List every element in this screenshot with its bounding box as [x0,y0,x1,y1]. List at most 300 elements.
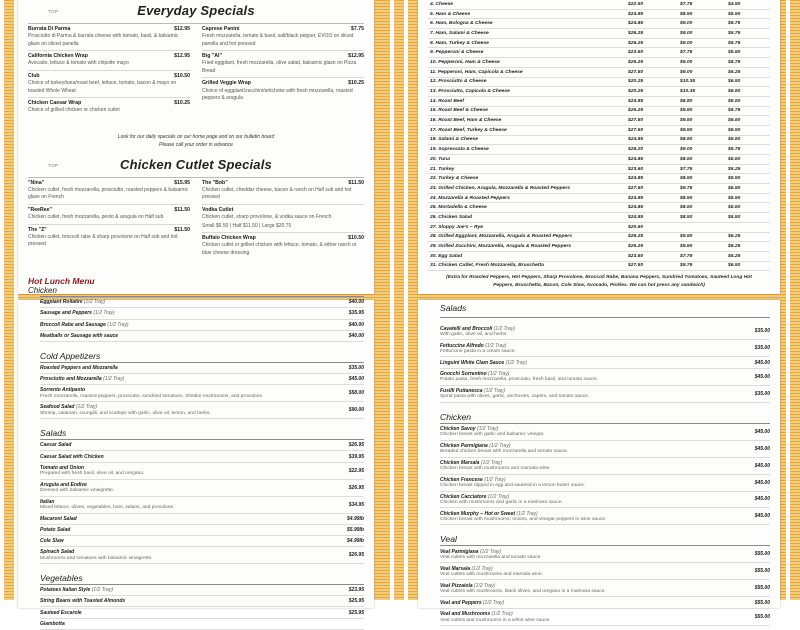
item-price: $45.00 [755,360,770,366]
item-name: Chicken Savoy [440,426,476,432]
item-name: Veal and Peppers [440,600,482,606]
sandwich-name: 14. Roast Beef [428,99,628,104]
sandwich-name: 7. Ham, Salami & Cheese [428,31,628,36]
item-description: Veal cutlets with mozzarella and tomato sauce. [440,555,542,560]
item-quantity: (1/2 Tray) [483,600,504,606]
item-quantity: (1/2 Tray) [488,371,509,377]
item-name: Chicken Parmigiana [440,443,488,449]
item-name: California Chicken Wrap [28,53,94,59]
sandwich-price-small: $6.50 [728,89,770,94]
item-price: $45.00 [755,513,770,519]
item-price: $10.25 [174,100,190,106]
sandwich-name: 23. Grilled Chicken, Arugula, Mozzarella & Roasted Peppers [428,186,628,191]
item-description: Chicken cutlet, broccoli rabe & sharp provolone on Half sub and hot pressed [28,234,190,249]
menu-row[interactable] [440,492,770,509]
everyday-specials-col-2 [202,24,364,117]
menu-row[interactable] [40,297,364,308]
item-quantity: (1/2 Tray) [472,566,493,572]
item-price: $26.95 [349,485,364,491]
sandwich-price-small: $6.50 [728,186,770,191]
item-name: Prosciutto and Mozzarella [40,376,102,382]
sandwich-price-large: $24.85 [628,196,680,201]
item-name: Linguini White Clam Sauce [440,360,504,366]
item-name: "ReeRee" [28,207,58,213]
sandwich-price-small: $4.50 [728,2,770,7]
sandwich-row[interactable] [428,0,770,10]
sandwich-price-half: $9.50 [680,128,728,133]
menu-row[interactable] [40,547,364,564]
sandwich-price-large: $27.50 [628,118,680,123]
sandwich-price-large: $20.50 [628,225,680,230]
everyday-specials-col-1 [28,24,190,117]
menu-row[interactable] [40,402,364,419]
everyday-specials-grid [28,23,364,117]
sandwich-name: 5. Ham & Cheese [428,12,628,17]
menu-item[interactable] [202,50,364,77]
sandwich-row[interactable] [428,223,770,233]
veal-list [428,546,770,625]
sandwich-price-half: $9.50 [680,108,728,113]
sandwich-price-half: $8.80 [680,99,728,104]
sandwich-price-large: $24.85 [628,21,680,26]
sandwich-name: 25. Mortadella & Cheese [428,205,628,210]
item-description: Choice of eggplant/zucchini/artichoke with fresh mozzarella, roasted peppers & arugula [202,88,364,103]
sandwich-price-half: $9.50 [680,244,728,249]
top-anchor-link-2[interactable]: TOP [28,149,364,168]
daily-specials-note [28,133,364,149]
sandwich-price-large: $27.50 [628,128,680,133]
sandwich-price-small: $5.50 [728,12,770,17]
sandwich-price-small: $6.25 [728,70,770,75]
item-name: Sausage and Peppers [40,310,92,316]
item-quantity: (1/2 Tray) [480,549,501,555]
sandwich-row[interactable] [428,107,770,117]
menu-row[interactable] [440,609,770,626]
left-salads-list [28,440,364,564]
item-description: Chicken breast with mushrooms, onions, and vinegar peppers in wine sauce. [440,517,606,522]
sandwich-price-half: $10.35 [680,79,728,84]
item-price: $34.95 [349,502,364,508]
item-price: $35.00 [349,365,364,371]
sandwich-row[interactable] [428,194,770,204]
item-description: Chicken cutlet, sharp provolone, & vodka sauce on French [202,214,364,221]
item-quantity: (1/2 Tray) [484,388,505,394]
vegetables-title: Vegetables [28,573,364,583]
menu-row[interactable] [40,607,364,618]
sandwich-price-large: $26.25 [628,60,680,65]
item-name: String Beans with Toasted Almonds [40,598,125,604]
sandwich-price-large: $26.20 [628,147,680,152]
item-description: Breaded chicken breast with mozzarella and tomato sauce. [440,449,568,454]
sandwich-price-large: $26.25 [628,31,680,36]
item-price: $25.95 [349,598,364,604]
right-chicken-title: Chicken [428,412,770,422]
veal-title: Veal [428,534,770,544]
item-name: Chicken Cacciatore [440,494,486,500]
item-name: Italian [40,499,54,505]
sandwich-price-half: $9.00 [680,60,728,65]
item-description: Prosciutto di Parma & burrata cheese with tomato, basil, & balsamic glaze on sliced panella [28,33,190,48]
sandwich-price-large: $24.85 [628,215,680,220]
item-name: Veal Marsala [440,566,470,572]
sandwich-price-half: $8.50 [680,137,728,142]
sandwich-price-small: $6.25 [728,234,770,239]
item-price: $11.50 [174,227,190,233]
item-name: Burrata Di Parma [28,26,76,32]
left-salads-title: Salads [28,428,364,438]
menu-row[interactable] [40,440,364,451]
item-description: Chicken cutlet, cheddar cheese, bacon & ranch on Half sub and hot pressed [202,187,364,202]
menu-row[interactable] [40,596,364,607]
menu-item[interactable] [28,204,190,224]
item-name: Grilled Veggie Wrap [202,80,257,86]
item-name: Chicken Murphy – Hot or Sweet [440,511,515,517]
sandwich-price-half: $9.00 [680,21,728,26]
item-price: $4.99lb [347,516,364,522]
item-quantity: (1/2 Tray) [474,583,495,589]
sandwich-name: 10. Pepperoni, Ham & Cheese [428,60,628,65]
item-name: Broccoli Rabe and Sausage [40,322,106,328]
item-price: $25.95 [349,610,364,616]
sandwich-row[interactable] [428,116,770,126]
menu-item[interactable] [202,24,364,50]
hot-lunch-chicken-subheading: Chicken [28,286,364,295]
sandwich-row[interactable] [428,58,770,68]
sandwich-row[interactable] [428,126,770,136]
sandwich-price-large: $24.85 [628,12,680,17]
sandwich-price-large: $22.50 [628,2,680,7]
sandwich-name: 26. Chicken Salad [428,215,628,220]
item-description: Veal cutlets and mushrooms in a white wine sauce. [440,618,551,623]
sandwich-price-small: $6.50 [728,128,770,133]
item-price: $35.00 [755,391,770,397]
menu-row[interactable] [40,463,364,480]
sandwich-price-large: $26.25 [628,234,680,239]
item-name: Caesar Salad with Chicken [40,454,104,460]
item-price: $55.00 [755,600,770,606]
item-description: Chicken breast with mushrooms and marsala wine. [440,466,551,471]
sandwich-name: 18. Salami & Cheese [428,137,628,142]
menu-item[interactable] [202,77,364,104]
sandwich-price-large: $27.50 [628,186,680,191]
menu-row[interactable] [40,585,364,596]
sandwich-price-half: $8.50 [680,157,728,162]
sandwich-price-small: $5.75 [728,21,770,26]
menu-row[interactable] [40,451,364,462]
menu-row[interactable] [40,374,364,385]
item-price: $40.00 [349,299,364,305]
item-description: Chicken breast dipped in egg and sauteed in a lemon butter sauce. [440,483,585,488]
menu-item[interactable] [28,24,190,50]
menu-row[interactable] [440,357,770,368]
sandwich-name: 29. Grilled Zucchini, Mozzarella, Arugula & Roasted Peppers [428,244,628,249]
sandwich-price-large: $24.85 [628,157,680,162]
note-line-1: Look for our daily specials on our home page and on our bulletin board [28,133,364,141]
sandwich-row[interactable] [428,19,770,29]
sandwich-row[interactable] [428,213,770,223]
item-quantity: (1/2 Tray) [488,494,509,500]
sandwich-row[interactable] [428,203,770,213]
menu-row[interactable] [440,386,770,403]
menu-row[interactable] [440,580,770,597]
sandwich-name: 17. Roast Beef, Turkey & Cheese [428,128,628,133]
sandwich-row[interactable] [428,136,770,146]
sandwich-name: 12. Prosciutto & Cheese [428,79,628,84]
menu-item[interactable] [202,178,364,204]
item-price: $45.00 [755,446,770,452]
item-quantity: (1/2 Tray) [84,299,105,305]
item-name: Buffalo Chicken Wrap [202,235,262,241]
sandwich-price-large: $20.25 [628,79,680,84]
menu-row[interactable] [440,340,770,357]
menu-row[interactable] [40,480,364,497]
item-price: $12.95 [348,53,364,59]
sandwich-name: 8. Ham, Turkey & Cheese [428,41,628,46]
sandwich-price-small: $6.50 [728,79,770,84]
menu-row[interactable] [440,424,770,441]
sandwich-row[interactable] [428,78,770,88]
menu-row[interactable] [40,514,364,525]
item-price: $45.00 [755,496,770,502]
sandwich-name: 19. Sopressata & Cheese [428,147,628,152]
sandwich-extras-note: (Extra for Roasted Peppers, Hot Peppers, Sharp Provolone, Broccoli Rabe, Banana Peppers, Sundried Tomatoes, Sauteed Long Hot Peppers, Bruschetta, Bacon, Cole Slaw, Avocado, Pickles. We can hot press any sandwich) [428,271,770,289]
sandwich-price-large: $26.25 [628,41,680,46]
item-price: $10.50 [348,235,364,241]
item-description: Mushrooms and tomatoes with balsamic vinaigrette. [40,556,153,561]
item-quantity: (1/2 Tray) [484,477,505,483]
menu-row[interactable] [440,441,770,458]
item-description: Dressed with balsamic vinaigrette. [40,488,114,493]
item-price: $55.00 [755,568,770,574]
sandwich-price-half: $9.00 [680,70,728,75]
menu-row[interactable] [40,536,364,547]
sandwich-name: 9. Pepperoni & Cheese [428,50,628,55]
cold-appetizers-title: Cold Appetizers [28,351,364,361]
item-name: Big "Al" [202,53,228,59]
sandwich-price-large: $24.85 [628,99,680,104]
menu-row[interactable] [40,320,364,331]
sandwich-row[interactable] [428,184,770,194]
sandwich-price-half: $7.75 [680,167,728,172]
sandwich-price-half: $7.75 [680,50,728,55]
menu-row[interactable] [40,363,364,374]
item-name: Vodka Cutlet [202,207,239,213]
numbered-sandwich-table [428,0,770,271]
sandwich-name: 24. Mozzarella & Roasted Peppers [428,196,628,201]
sandwich-row[interactable] [428,29,770,39]
item-name: Macaroni Salad [40,516,77,522]
menu-item[interactable] [28,178,190,204]
sandwich-name: 11. Pepperoni, Ham, Capicola & Cheese [428,70,628,75]
sandwich-name: 13. Prosciutto, Capicola & Cheese [428,89,628,94]
item-price: $11.50 [174,207,190,213]
sandwich-price-half: $8.50 [680,176,728,181]
item-quantity: (1/2 Tray) [477,426,498,432]
sandwich-price-large: $24.85 [628,176,680,181]
item-description: Fresh mozzarella, tomato & basil, salt/black pepper, EVOO on sliced panella and hot pressed [202,33,364,48]
sandwich-price-half: $9.00 [680,147,728,152]
cold-appetizers-list [28,363,364,419]
item-name: Giambotta [40,621,65,627]
item-name: "Nina" [28,180,50,186]
top-anchor-link-1[interactable]: TOP [28,0,364,14]
item-price: $35.00 [755,328,770,334]
item-name: Club [28,73,46,79]
sandwich-name: 6. Ham, Bologna & Cheese [428,21,628,26]
menu-row[interactable] [440,508,770,525]
item-price: $35.95 [349,310,364,316]
sandwich-row[interactable] [428,155,770,165]
menu-item[interactable] [202,232,364,259]
sandwich-price-small: $5.50 [728,196,770,201]
item-name: Roasted Peppers and Mozzarella [40,365,118,371]
menu-row[interactable] [440,458,770,475]
item-name: Sauteed Escarole [40,610,82,616]
sandwich-price-large: $20.25 [628,89,680,94]
sandwich-price-half: $9.00 [680,31,728,36]
menu-row[interactable] [440,597,770,608]
item-description: Small $6.50 | Half $11.50 | Large $20.75 [202,223,364,230]
sandwich-name: 27. Sloppy Joe's – Rye [428,225,628,230]
item-description: Chicken breast with garlic and balsamic vinegar. [440,432,544,437]
item-price: $23.95 [349,587,364,593]
item-description: Choice of turkey/tuna/roast beef, lettuce, tomato, bacon & mayo on toasted Whole Wheat [28,80,190,95]
sandwich-price-half: $9.75 [680,186,728,191]
sandwich-name: 28. Grilled Eggplant, Mozzarella, Arugula & Roasted Peppers [428,234,628,239]
menu-item[interactable] [28,97,190,117]
chicken-cutlet-grid [28,177,364,259]
sandwich-price-large: $24.85 [628,205,680,210]
item-name: Arugula and Endive [40,482,87,488]
item-name: Veal and Mushrooms [440,611,490,617]
menu-row[interactable] [440,475,770,492]
right-chicken-list [428,424,770,526]
item-name: The "Z" [28,227,53,233]
item-price: $4.99lb [347,538,364,544]
item-quantity: (1/2 Tray) [485,343,506,349]
sandwich-price-small: $5.75 [728,108,770,113]
item-name: Chicken Francese [440,477,483,483]
item-name: Gnocchi Sorrentino [440,371,487,377]
sandwich-price-small: $5.75 [728,41,770,46]
menu-row[interactable] [40,308,364,319]
sandwich-price-small: $5.25 [728,254,770,259]
sandwich-price-small: $6.50 [728,263,770,268]
sandwich-price-half: $7.75 [680,2,728,7]
menu-row[interactable] [40,331,364,342]
item-price: $10.50 [174,73,190,79]
item-name: Spinach Salad [40,549,74,555]
sandwich-price-small: $5.75 [728,147,770,152]
item-quantity: (1/2 Tray) [103,376,124,382]
sandwich-row[interactable] [428,97,770,107]
sandwich-row[interactable] [428,145,770,155]
item-name: Potato Salad [40,527,70,533]
item-price: $39.95 [349,454,364,460]
sandwich-price-half: $9.50 [680,118,728,123]
note-line-2: Please call your order in advance [28,141,364,149]
item-price: $12.95 [174,26,190,32]
sandwich-name: 4. Cheese [428,2,628,7]
item-name: Veal Parmigiana [440,549,478,555]
chicken-cutlet-col-2 [202,178,364,259]
chicken-cutlet-specials-title: Chicken Cutlet Specials [28,157,364,172]
item-description: Fettuccine pasta in a cream sauce. [440,349,516,354]
item-description: Prepared with fresh basil, olive oil, and oregano. [40,471,144,476]
sandwich-price-half: $8.50 [680,196,728,201]
sandwich-price-small: $5.50 [728,215,770,220]
sandwich-price-large: $23.60 [628,167,680,172]
menu-row[interactable] [40,497,364,514]
item-description: Shrimp, calamari, scungilli, and scallops with garlic, olive oil, lemon, and herbs. [40,411,211,416]
item-quantity: (1/2 Tray) [76,404,97,410]
item-name: Veal Pizzaiola [440,583,473,589]
item-name: Caprese Panini [202,26,245,32]
item-name: Tomato and Onion [40,465,84,471]
menu-row[interactable] [440,546,770,563]
menu-item[interactable] [28,70,190,97]
sandwich-row[interactable] [428,87,770,97]
item-description: Avocado, lettuce & tomato with chipotle mayo [28,60,190,67]
item-price: $11.50 [348,180,364,186]
item-quantity: (1/2 Tray) [107,322,128,328]
sandwich-price-small: $5.50 [728,50,770,55]
item-price: $45.00 [755,374,770,380]
sandwich-price-large: $24.85 [628,137,680,142]
sandwich-row[interactable] [428,252,770,262]
sandwich-row[interactable] [428,68,770,78]
item-description: Fried eggplant, fresh mozzarella, olive salad, balsamic glaze on Pizza Bread [202,60,364,75]
item-quantity: (1/2 Tray) [494,326,515,332]
vegetables-list [28,585,364,630]
menu-item[interactable] [28,50,190,70]
sandwich-name: 16. Roast Beef, Ham & Cheese [428,118,628,123]
item-description: Veal cutlets with mushrooms and marsala wine. [440,572,543,577]
item-price: $45.00 [755,463,770,469]
sandwich-row[interactable] [428,242,770,252]
sandwich-row[interactable] [428,39,770,49]
item-description: Potato pasta, fresh mozzarella, prosciutto, fresh basil, and tomato sauce. [440,377,598,382]
menu-row[interactable] [40,525,364,536]
sandwich-row[interactable] [428,262,770,272]
sandwich-row[interactable] [428,233,770,243]
sandwich-row[interactable] [428,10,770,20]
item-name: Seafood Salad [40,404,74,410]
sandwich-price-half: $8.50 [680,205,728,210]
left-page-column [18,0,374,630]
sandwich-price-large: $27.50 [628,263,680,268]
sandwich-price-large: $27.50 [628,70,680,75]
menu-row[interactable] [40,619,364,630]
menu-row[interactable] [40,385,364,402]
item-price: $5.99lb [347,527,364,533]
item-name: Chicken Caesar Wrap [28,100,87,106]
sandwich-price-small: $5.50 [728,176,770,181]
menu-item[interactable] [28,224,190,251]
item-price: $35.00 [755,345,770,351]
everyday-specials-title: Everyday Specials [28,3,364,18]
chicken-cutlet-col-1 [28,178,190,259]
sandwich-row[interactable] [428,174,770,184]
sandwich-row[interactable] [428,48,770,58]
menu-item[interactable] [202,204,364,232]
menu-row[interactable] [440,369,770,386]
menu-row[interactable] [440,563,770,580]
sandwich-row[interactable] [428,165,770,175]
menu-row[interactable] [440,323,770,340]
item-description: Mixed lettuce, olives, vegetables, ham, salami, and provolone. [40,505,175,510]
item-price: $26.95 [349,442,364,448]
